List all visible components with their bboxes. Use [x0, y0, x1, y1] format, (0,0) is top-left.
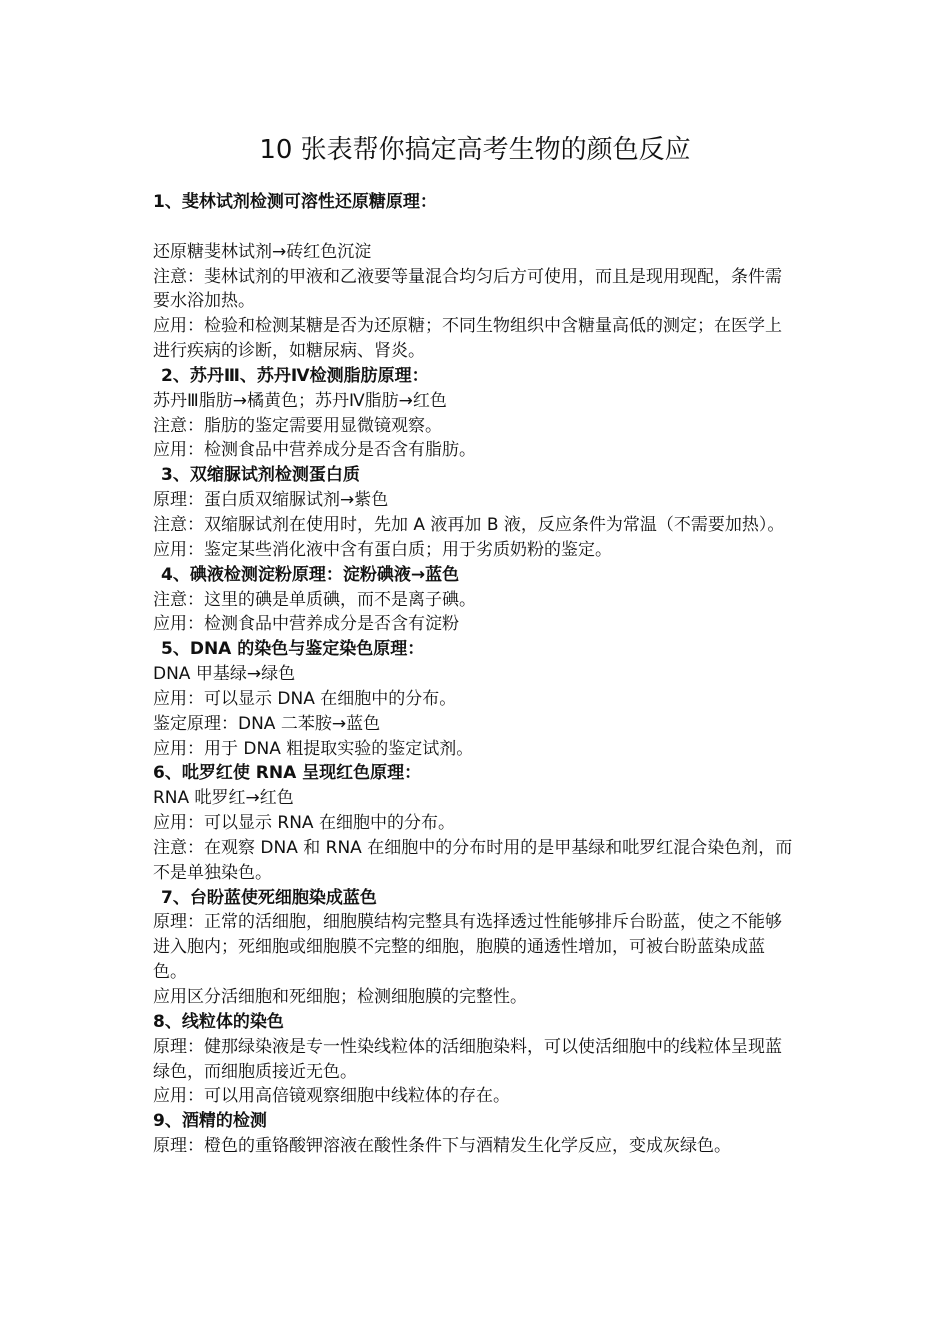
paragraph: 注意：这里的碘是单质碘，而不是离子碘。 [153, 589, 476, 610]
section-1 [153, 190, 793, 364]
section-heading: 9、酒精的检测 [153, 1111, 267, 1132]
paragraph: 应用：用于 DNA 粗提取实验的鉴定试剂。 [153, 738, 474, 759]
paragraph: 应用：检测食品中营养成分是否含有脂肪。 [153, 440, 476, 461]
paragraph: 应用：检验和检测某糖是否为还原糖；不同生物组织中含糖量高低的测定；在医学上进行疾病的诊断，如糖尿病、肾炎。 [153, 316, 782, 362]
paragraph: 鉴定原理：DNA 二苯胺→蓝色 [153, 713, 381, 734]
paragraph: 应用：鉴定某些消化液中含有蛋白质；用于劣质奶粉的鉴定。 [153, 539, 612, 560]
blank-line [153, 215, 793, 240]
paragraph: 注意：在观察 DNA 和 RNA 在细胞中的分布时用的是甲基绿和吡罗红混合染色剂，而不是单独染色。 [153, 837, 793, 883]
paragraph: 应用：可以显示 RNA 在细胞中的分布。 [153, 813, 455, 834]
paragraph: 注意：双缩脲试剂在使用时，先加 A 液再加 B 液，反应条件为常温（不需要加热）。 [153, 514, 785, 535]
paragraph: 苏丹Ⅲ脂肪→橘黄色；苏丹Ⅳ脂肪→红色 [153, 390, 447, 411]
paragraph: 原理：橙色的重铬酸钾溶液在酸性条件下与酒精发生化学反应，变成灰绿色。 [153, 1136, 731, 1157]
section-heading: 6、吡罗红使 RNA 呈现红色原理： [153, 763, 422, 784]
paragraph: 注意：斐林试剂的甲液和乙液要等量混合均匀后方可使用，而且是现用现配，条件需要水浴加热。 [153, 266, 782, 312]
section-9 [153, 1109, 793, 1159]
paragraph: 应用：检测食品中营养成分是否含有淀粉 [153, 614, 459, 635]
paragraph: 还原糖斐林试剂→砖红色沉淀 [153, 241, 372, 262]
section-3 [153, 463, 793, 562]
paragraph: 应用：可以显示 DNA 在细胞中的分布。 [153, 688, 457, 709]
document-body [153, 190, 793, 1159]
paragraph: RNA 吡罗红→红色 [153, 788, 294, 809]
page-title: 10 张表帮你搞定高考生物的颜色反应 [259, 135, 691, 165]
paragraph: 原理：健那绿染液是专一性染线粒体的活细胞染料，可以使活细胞中的线粒体呈现蓝绿色，而细胞质接近无色。 [153, 1036, 782, 1082]
paragraph: 应用区分活细胞和死细胞；检测细胞膜的完整性。 [153, 987, 527, 1007]
paragraph: 原理：正常的活细胞，细胞膜结构完整具有选择透过性能够排斥台盼蓝，使之不能够进入胞内；死细胞或细胞膜不完整的细胞，胞膜的通透性增加，可被台盼蓝染成蓝色。 [153, 912, 782, 983]
section-heading: 1、斐林试剂检测可溶性还原糖原理： [153, 192, 437, 212]
paragraph: 原理：蛋白质双缩脲试剂→紫色 [153, 490, 389, 511]
section-5 [153, 637, 793, 761]
paragraph: 应用：可以用高倍镜观察细胞中线粒体的存在。 [153, 1086, 510, 1107]
section-6 [153, 761, 793, 885]
section-heading: 3、双缩脲试剂检测蛋白质 [161, 465, 360, 486]
section-7 [153, 886, 793, 1010]
section-2 [153, 364, 793, 463]
paragraph: 注意：脂肪的鉴定需要用显微镜观察。 [153, 415, 442, 436]
section-8 [153, 1010, 793, 1109]
section-heading: 4、碘液检测淀粉原理：淀粉碘液→蓝色 [161, 564, 460, 585]
section-heading: 5、DNA 的染色与鉴定染色原理： [161, 639, 425, 660]
section-heading: 2、苏丹Ⅲ、苏丹Ⅳ检测脂肪原理： [161, 365, 429, 386]
section-heading: 7、台盼蓝使死细胞染成蓝色 [161, 887, 377, 908]
paragraph: DNA 甲基绿→绿色 [153, 664, 296, 685]
section-heading: 8、线粒体的染色 [153, 1011, 284, 1032]
section-4 [153, 563, 793, 638]
